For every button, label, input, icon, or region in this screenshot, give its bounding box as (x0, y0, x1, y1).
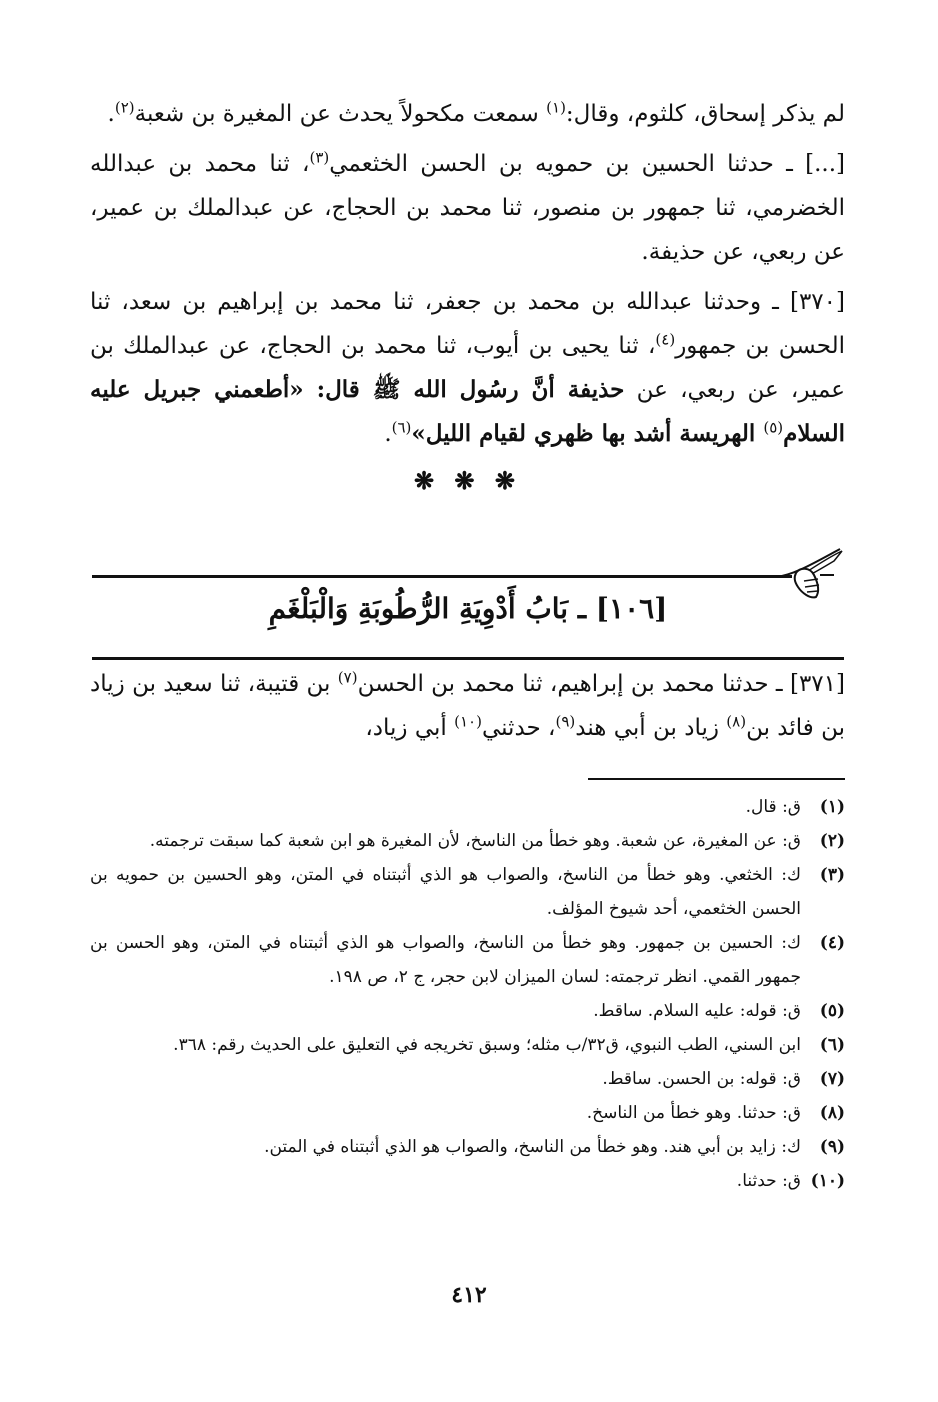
footnote-ref[interactable]: (٦) (391, 418, 412, 437)
footnote-ref[interactable]: (٢) (114, 98, 135, 117)
footnote-number: (١٠) (810, 1171, 845, 1191)
footnote-item (90, 790, 845, 824)
paragraph-text: لم يذكر إسحاق، كلثوم، وقال: (565, 101, 845, 127)
footnote-item (90, 1028, 845, 1062)
footnote-text: ابن السني، الطب النبوي، ق٣٢/ب مثله؛ وسبق تخريجه في التعليق على الحديث رقم: ٣٦٨. (173, 1035, 801, 1055)
hadith-number: [...] ـ (786, 151, 846, 177)
footnote-item (90, 858, 845, 926)
footnote-text: ك: الخثعي. وهو خطأ من الناسخ، والصواب هو الذي أثبتناه في المتن، وهو الحسين بن حمويه بن الحسن الخثعمي، أحد شيوخ المؤلف. (90, 865, 801, 919)
hadith-number: [٣٧٠] ـ (772, 289, 845, 315)
footnote-text: ق: قوله: عليه السلام. ساقط. (593, 1001, 801, 1021)
footnote-ref[interactable]: (٥) (763, 418, 784, 437)
footnote-ref[interactable]: (٧) (337, 668, 358, 687)
footnote-item (90, 1096, 845, 1130)
footnote-text: ق: قوله: بن الحسن. ساقط. (602, 1069, 801, 1089)
paragraph-text: وحدثنا عبدالله بن محمد بن جعفر، ثنا محمد بن إبراهيم بن سعد، ثنا الحسن بن جمهور (90, 289, 845, 359)
paragraph-text: ، حدثني (481, 715, 556, 741)
footnote-ref[interactable]: (٨) (726, 712, 747, 731)
hadith-number: [٣٧١] ـ (775, 671, 845, 697)
paragraph-text: زياد بن أبي هند (575, 715, 727, 741)
footnote-ref[interactable]: (١٠) (454, 712, 482, 731)
paragraph-370 (90, 280, 845, 456)
paragraph-text: حدثنا الحسين بن حمويه بن الحسن الخثعمي (329, 151, 787, 177)
hadith-quote: الهريسة أشد بها ظهري لقيام الليل» (411, 420, 764, 447)
main-text-bottom (90, 662, 845, 754)
paragraph-text: . (384, 421, 392, 447)
footnote-text: ق: عن المغيرة، عن شعبة. وهو خطأ من الناسخ، لأن المغيرة هو ابن شعبة كما سبقت ترجمته. (149, 831, 801, 851)
footnote-ref[interactable]: (١) (546, 98, 566, 117)
footnote-number: (٨) (819, 1103, 845, 1123)
paragraph-text: . (107, 101, 115, 127)
footnote-text: ق: قال. (745, 797, 801, 817)
paragraph-text: حدثنا محمد بن إبراهيم، ثنا محمد بن الحسن (357, 671, 776, 697)
paragraph-text: ، ثنا محمد بن عبدالله الخضرمي، ثنا جمهور بن منصور، ثنا محمد بن الحجاج، عن عبدالملك بن عمير، عن ربعي، عن حذيفة. (90, 151, 845, 265)
divider-line (92, 657, 844, 660)
footnote-number: (٤) (819, 933, 845, 953)
page-number: ٤١٢ (451, 1282, 487, 1308)
paragraph-371 (90, 662, 845, 750)
chapter-heading (92, 545, 844, 665)
section-divider-stars: ❋ ❋ ❋ (413, 466, 522, 495)
footnote-item (90, 1130, 845, 1164)
main-text-top (90, 92, 845, 495)
footnote-ref[interactable]: (٩) (555, 712, 576, 731)
chapter-title: [١٠٦] ـ بَابُ أَدْوِيَةِ الرُّطُوبَةِ وَالْبَلْغَمِ (268, 592, 668, 625)
divider-line (92, 575, 792, 578)
footnote-text: ق: حدثنا. وهو خطأ من الناسخ. (586, 1103, 801, 1123)
footnote-text: ق: حدثنا. (736, 1171, 801, 1191)
footnote-number: (٥) (819, 1001, 845, 1021)
paragraph-text: سمعت مكحولاً يحدث عن المغيرة بن شعبة (134, 101, 547, 127)
footnote-number: (٢) (819, 831, 845, 851)
footnote-number: (٩) (819, 1137, 845, 1157)
paragraph-unnumbered (90, 142, 845, 274)
footnote-item (90, 1164, 845, 1198)
hadith-quote: حذيفة أنَّ رسُول الله ﷺ قال: «أطعمني جبريل عليه السلام (90, 376, 845, 447)
footnote-text: ك: زايد بن أبي هند. وهو خطأ من الناسخ، والصواب هو الذي أثبتناه في المتن. (264, 1137, 801, 1157)
footnote-item (90, 926, 845, 994)
footnote-number: (٣) (819, 865, 845, 885)
footnote-number: (٧) (819, 1069, 845, 1089)
footnote-ref[interactable]: (٤) (655, 330, 676, 349)
footnote-separator (588, 778, 845, 780)
paragraph-continuation (90, 92, 845, 136)
paragraph-text: أبي زياد، (365, 715, 455, 741)
footnote-item (90, 824, 845, 858)
paragraph-text: ، ثنا يحيى بن أيوب، ثنا محمد بن الحجاج، عن عبدالملك بن عمير، عن ربعي، عن (90, 333, 846, 403)
paragraph-text: بن قتيبة، ثنا سعيد بن زياد بن فائد بن (90, 671, 845, 741)
footnote-item (90, 994, 845, 1028)
footnote-item (90, 1062, 845, 1096)
footnote-number: (٦) (819, 1035, 845, 1055)
footnote-ref[interactable]: (٣) (309, 148, 330, 167)
footnotes (90, 790, 845, 1198)
footnote-number: (١) (819, 797, 845, 817)
footnote-text: ك: الحسين بن جمهور. وهو خطأ من الناسخ، والصواب هو الذي أثبتناه في المتن، وهو الحسن بن جمهور القمي. انظر ترجمته: لسان الميزان لابن حجر، ج ٢، ص ١٩٨. (90, 933, 801, 987)
